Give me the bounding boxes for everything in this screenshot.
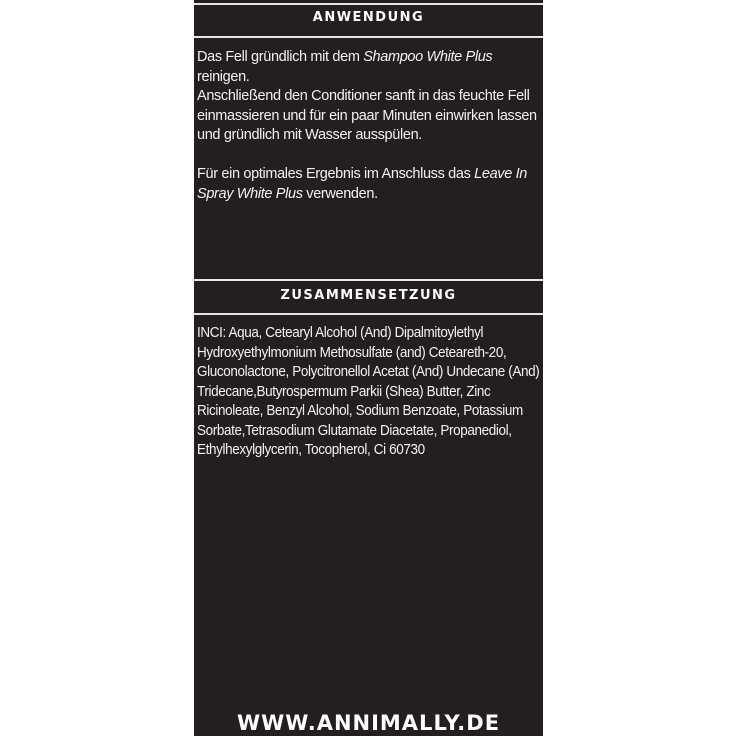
product-name: Leave In Spray White Plus bbox=[197, 166, 527, 202]
composition-heading: ZUSAMMENSETZUNG bbox=[280, 288, 457, 303]
usage-instructions bbox=[197, 48, 539, 204]
section-divider bbox=[194, 313, 543, 315]
product-label-panel bbox=[194, 0, 543, 736]
ingredients-list: INCI: Aqua, Cetearyl Alcohol (And) Dipalmitoylethyl Hydroxyethylmonium Methosulfate (and) Ceteareth-20, Gluconolactone, Polycitronellol Acetat (And) Undecane (And) Tridecane,Butyrospermum Parkii (Shea) Butter, Zinc Ricinoleate, Benzyl Alcohol, Sodium Benzoate, Potassium Sorbate,Tetrasodium Glutamate Diacetate, Propanediol, Ethylhexylglycerin, Tocopherol, Ci 60730 bbox=[197, 325, 540, 458]
section-divider bbox=[194, 279, 543, 281]
usage-heading: ANWENDUNG bbox=[312, 10, 425, 25]
usage-paragraph-2: Anschließend den Conditioner sanft in das feuchte Fell einmassieren und für ein paar Minuten einwirken lassen und gründlich mit Wasser ausspülen. bbox=[197, 88, 537, 143]
usage-paragraph-3: Für ein optimales Ergebnis im Anschluss das Leave In Spray White Plus verwenden. bbox=[197, 166, 527, 202]
section-divider bbox=[194, 36, 543, 38]
product-name: Shampoo White Plus bbox=[363, 49, 493, 65]
usage-paragraph-1: Das Fell gründlich mit dem Shampoo White Plus reinigen. bbox=[197, 49, 493, 85]
website-url: WWW.ANNIMALLY.DE bbox=[236, 711, 501, 735]
section-divider bbox=[194, 3, 543, 5]
